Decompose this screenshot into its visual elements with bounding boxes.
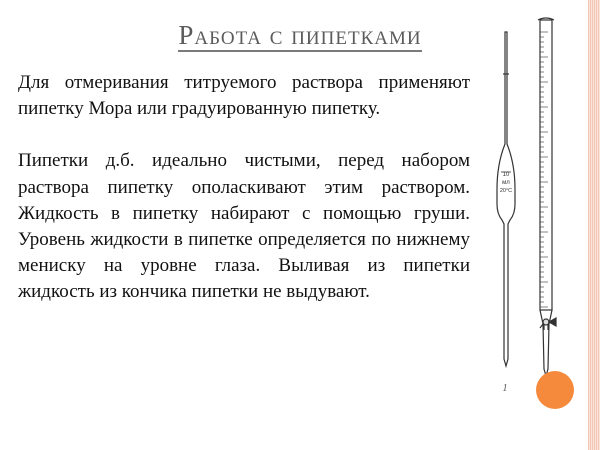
slide-title-text: Работа с пипетками	[178, 20, 422, 50]
paragraph-1: Для отмеривания титруемого раствора применяют пипетку Мора или градуированную пипетку.	[18, 72, 470, 120]
graduation-scale	[540, 32, 548, 307]
paragraph-2: Пипетки д.б. идеально чистыми, перед набором раствора пипетку ополаскивают этим раствором. Жидкость в пипетку набирают с помощью груши. Уровень жидкости в пипетке определяется по нижнему мениску на уровне глаза. Выливая из пипетки жидкость из кончика пипетки не выдувают.	[18, 150, 470, 303]
decorative-orange-circle	[536, 371, 574, 409]
volumetric-pipette	[497, 32, 515, 366]
pipettes-illustration	[486, 14, 576, 414]
bulb-volume-label: 10	[502, 172, 510, 178]
label-pipette-1: 1	[502, 383, 508, 394]
slide-body	[18, 70, 470, 306]
bulb-temp-label: 20°С	[499, 188, 513, 194]
decorative-side-stripes	[588, 0, 600, 450]
bulb-unit-label: мл	[502, 180, 510, 186]
